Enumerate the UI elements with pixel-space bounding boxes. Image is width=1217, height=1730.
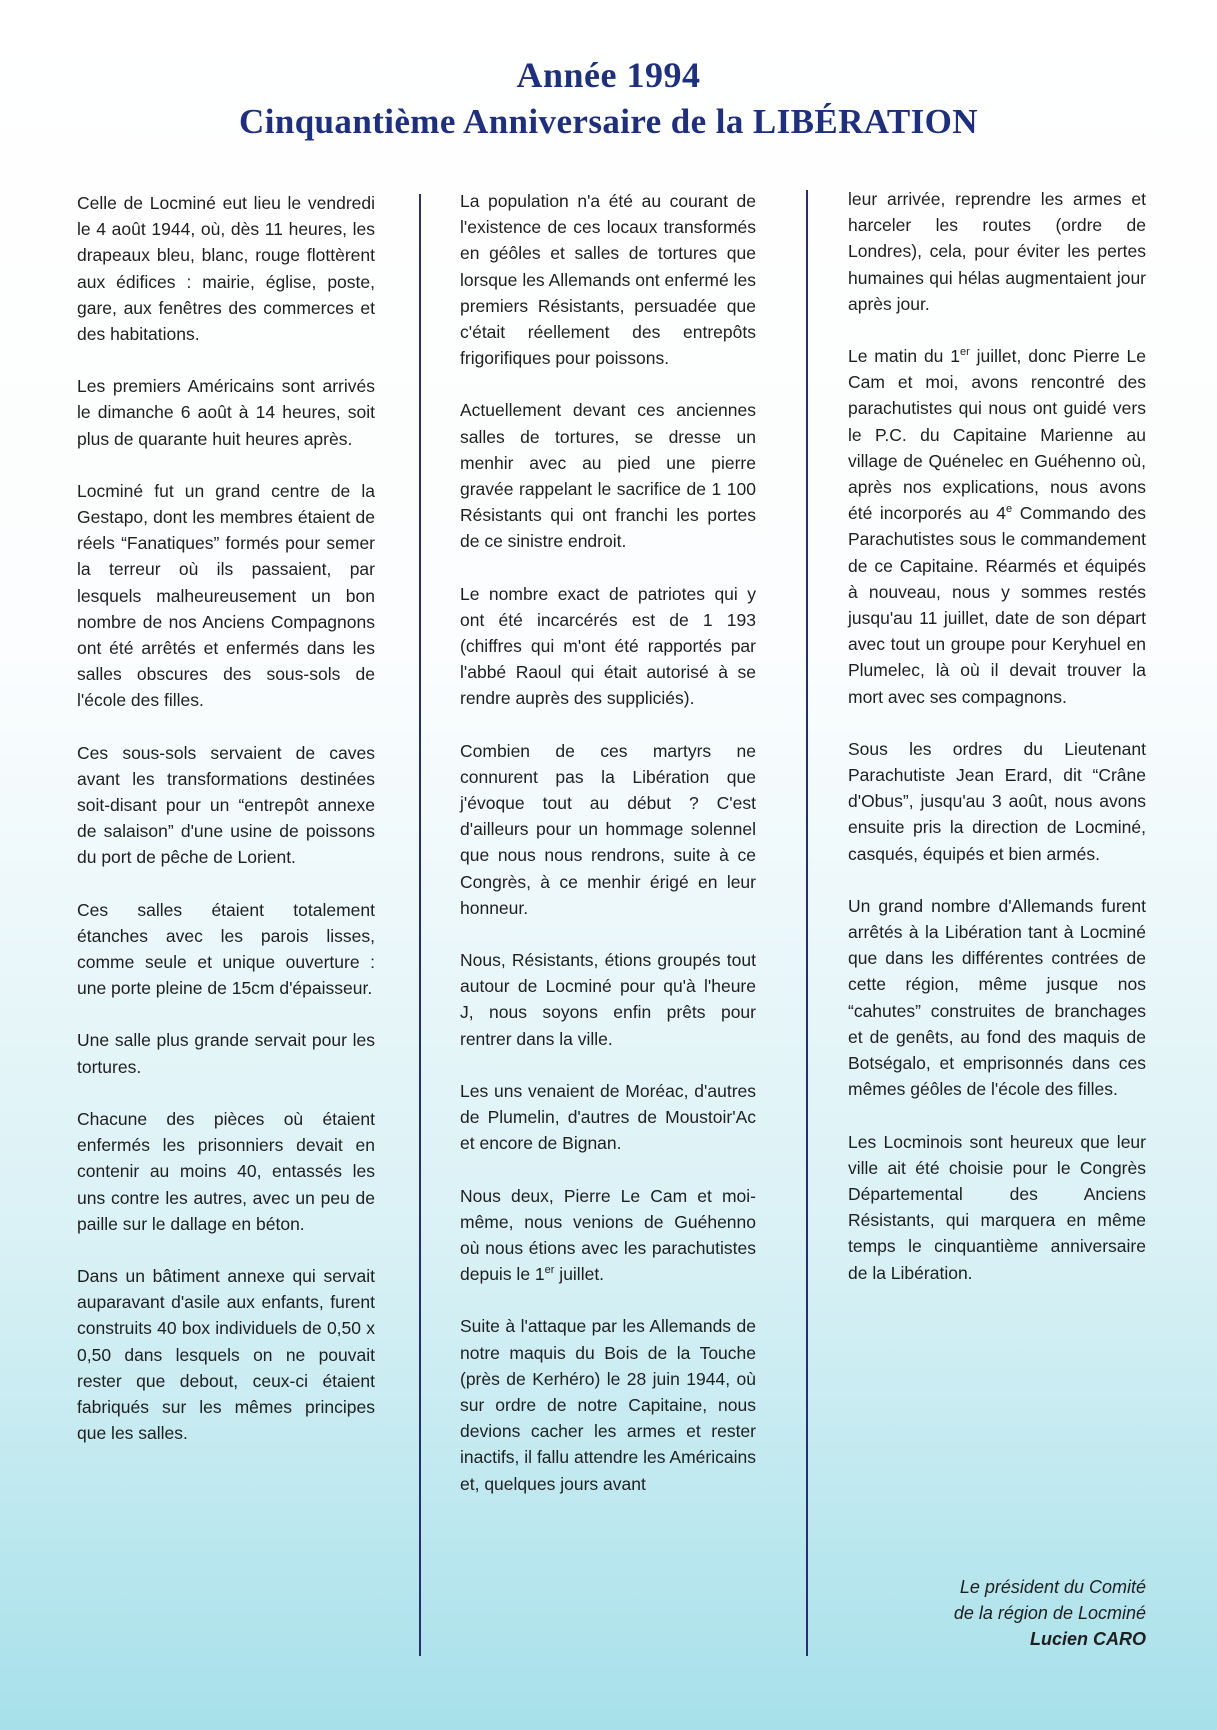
page-subtitle: Cinquantième Anniversaire de la LIBÉRATION [239,102,978,141]
paragraph: Actuellement devant ces anciennes salles de tortures, se dresse un menhir avec au pied une pierre gravée rappelant le sacrifice de 1 100 Résistants qui ont franchi les portes de ce sinistre endroit. [460,400,756,552]
text-column-1 [77,190,375,1472]
paragraph: Une salle plus grande servait pour les tortures. [77,1030,375,1077]
paragraph: Les premiers Américains sont arrivés le dimanche 6 août à 14 heures, soit plus de quarante huit heures après. [77,376,375,449]
paragraph: Suite à l'attaque par les Allemands de notre maquis du Bois de la Touche (près de Kerhéro) le 28 juin 1944, où sur ordre de notre Capitaine, nous devions cacher les armes et rester inactifs, il fallu attendre les Américains et, quelques jours avant [460,1316,756,1494]
paragraph: Combien de ces martyrs ne connurent pas la Libération que j'évoque tout au début ? C'est d'ailleurs pour un hommage solennel que nous nous rendrons, suite à ce Congrès, à ce menhir érigé en leur honneur. [460,740,756,918]
article-header [0,52,1217,146]
paragraph: Les uns venaient de Moréac, d'autres de Plumelin, d'autres de Moustoir'Ac et encore de Bignan. [460,1080,756,1154]
text-column-3 [848,186,1146,1312]
signature-region: de la région de Locminé [953,1603,1146,1623]
paragraph: Sous les ordres du Lieutenant Parachutiste Jean Erard, dit “Crâne d'Obus”, jusqu'au 3 août, nous avons ensuite pris la direction de Locminé, casqués, équipés et bien armés. [848,738,1146,864]
column-divider-2 [806,190,808,1656]
text-column-2 [460,188,756,1523]
paragraph: Nous deux, Pierre Le Cam et moi-même, nous venions de Guéhenno où nous étions avec les parachutistes depuis le 1er juillet. [460,1185,756,1285]
paragraph: leur arrivée, reprendre les armes et harceler les routes (ordre de Londres), cela, pour éviter les pertes humaines qui hélas augmentaient jour après jour. [848,189,1146,314]
paragraph: Un grand nombre d'Allemands furent arrêtés à la Libération tant à Locminé que dans les différentes contrées de cette région, même jusque nos “cahutes” construites de branchages et de genêts, au fond des maquis de Botségalo, et emprisonnés dans ces mêmes géôles de l'école des filles. [848,895,1146,1100]
paragraph: Locminé fut un grand centre de la Gestapo, dont les membres étaient de réels “Fanatiques” formés pour semer la terreur où ils passaient, par lesquels malheureusement un bon nombre de nos Anciens Compagnons ont été arrêtés et enfermés dans les salles obscures des sous-sols de l'école des filles. [77,480,375,711]
page-title: Année 1994 [516,55,701,95]
signature-title: Le président du Comité [959,1577,1146,1597]
signature-name: Lucien CARO [1029,1629,1146,1649]
paragraph: Dans un bâtiment annexe qui servait auparavant d'asile aux enfants, furent construits 40 box individuels de 0,50 x 0,50 dans lesquels on ne pouvait rester que debout, ceux-ci étaient fabriqués sur les mêmes principes que les salles. [77,1265,375,1444]
paragraph: Les Locminois sont heureux que leur ville ait été choisie pour le Congrès Départemental des Anciens Résistants, qui marquera en même temps le cinquantième anniversaire de la Libération. [848,1131,1146,1283]
signature-block [954,1574,1146,1652]
column-divider-1 [419,194,421,1656]
paragraph: La population n'a été au courant de l'existence de ces locaux transformés en géôles et salles de tortures que lorsque les Allemands ont enfermé les premiers Résistants, persuadée que c'était réellement des entrepôts frigorifiques pour poissons. [460,191,756,369]
paragraph: Chacune des pièces où étaient enfermés les prisonniers devait en contenir au moins 40, entassés les uns contre les autres, avec un peu de paille sur le dallage en béton. [77,1108,375,1234]
paragraph: Ces sous-sols servaient de caves avant les transformations destinées soit-disant pour un “entrepôt annexe de salaison” d'une usine de poissons du port de pêche de Lorient. [77,742,375,868]
paragraph: Le nombre exact de patriotes qui y ont été incarcérés est de 1 193 (chiffres qui m'ont été rapportés par l'abbé Raoul qui était autorisé à se rendre auprès des suppliciés). [460,583,756,709]
paragraph: Nous, Résistants, étions groupés tout autour de Locminé pour qu'à l'heure J, nous soyons enfin prêts pour rentrer dans la ville. [460,950,756,1049]
paragraph: Ces salles étaient totalement étanches avec les parois lisses, comme seule et unique ouverture : une porte pleine de 15cm d'épaisseur. [77,899,375,999]
paragraph: Le matin du 1er juillet, donc Pierre Le Cam et moi, avons rencontré des parachutistes qui nous ont guidé vers le P.C. du Capitaine Marienne au village de Quénelec en Guéhenno où, après nos explications, nous avons été incorporés au 4e Commando des Parachutistes sous le commandement de ce Capitaine. Réarmés et équipés à nouveau, nous y sommes restés jusqu'au 11 juillet, date de son départ avec tout un groupe pour Keryhuel en Plumelec, là où il devait trouver la mort avec ses compagnons. [848,346,1146,707]
paragraph: Celle de Locminé eut lieu le vendredi le 4 août 1944, où, dès 11 heures, les drapeaux bleu, blanc, rouge flottèrent aux édifices : mairie, église, poste, gare, aux fenêtres des commerces et des habitations. [77,193,375,345]
